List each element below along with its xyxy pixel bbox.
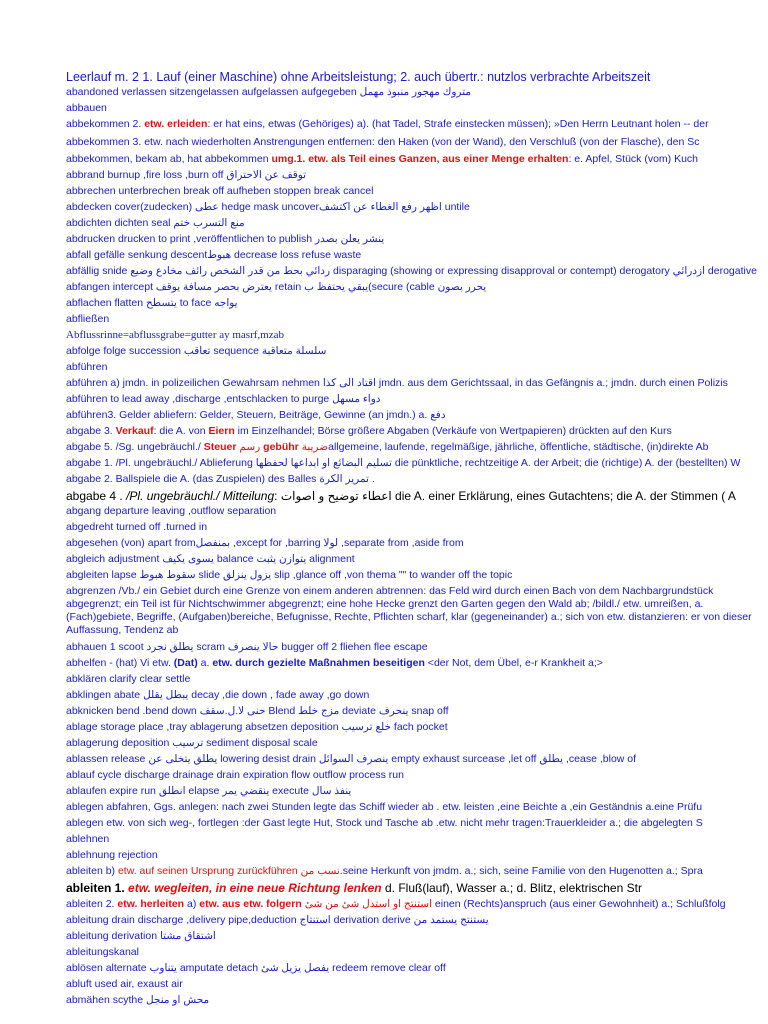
- dictionary-entry: [66, 425, 768, 438]
- dictionary-entry: [66, 737, 768, 750]
- entry-text-segment: : er hat eins, etwas (Gehöriges) a). (hat Tadel, Strafe einstecken müssen); »Den Herrn Leutnant holen -- der: [207, 118, 709, 130]
- dictionary-entry: [66, 833, 768, 846]
- dictionary-entry: [66, 946, 768, 959]
- entry-text-segment: abknicken bend .bend down حنى لا.ل.سقف Blend مزج خلط deviate ينحرف snap off: [66, 705, 449, 717]
- entry-text-segment: etw. durch gezielte Maßnahmen beseitigen: [212, 657, 425, 669]
- dictionary-entry: [66, 217, 768, 230]
- entry-text-segment: : die A. von: [153, 425, 209, 437]
- entry-text-segment: Abflussrinne=abflussgrabe=gutter ay masrf,mzab: [66, 329, 284, 341]
- entry-text-segment: ablehnen: [66, 833, 110, 845]
- entry-text-segment: einen (Rechts)anspruch (aus einer Gewohnheit) a.; Schlußfolg: [434, 898, 726, 910]
- entry-text-segment: ableitung drain discharge ,delivery pipe,deduction استنتاج derivation derive يستنتج يستمد من: [66, 914, 489, 926]
- entry-text-segment: ablage storage place ,tray ablagerung absetzen deposition خلع ترسيب fach pocket: [66, 721, 448, 733]
- dictionary-entry: [66, 585, 768, 637]
- entry-text-segment: im Einzelhandel; Börse größere Abgaben (Verkäufe von Wertpapieren) drückten auf den Kurs: [234, 425, 672, 437]
- dictionary-entry: [66, 86, 768, 99]
- dictionary-entry: [66, 136, 768, 149]
- entry-text-segment: ablassen release يطلق يتخلى عن lowering desist drain ينصرف السوائل empty exhaust surcease ,let off يطلق ,cease ,blow of: [66, 753, 637, 765]
- dictionary-entry: [66, 473, 768, 486]
- entry-text-segment: نسب من: [297, 865, 340, 877]
- entry-text-segment: abklären clarify clear settle: [66, 673, 191, 685]
- document-heading: [66, 70, 768, 85]
- entry-text-segment: etw. wegleiten, in eine neue Richtung lenken: [128, 881, 382, 895]
- entry-text-segment: abhelfen - (hat) Vi etw.: [66, 657, 174, 669]
- dictionary-entry: [66, 102, 768, 115]
- entry-text-segment: abbrand burnup ,fire loss ,burn off توقف عن الاحتراق: [66, 169, 307, 181]
- entry-text-segment: رسم: [236, 441, 264, 453]
- dictionary-entry: [66, 849, 768, 862]
- entry-text-segment: abfällig snide ردائي بحط من قدر الشخص رائف مخادع وضيع disparaging (showing or expressing disapproval or contempt) derogatory ازدرائي derogative: [66, 265, 757, 277]
- entry-text-segment: abgesehen (von) apart fromبمنفصل ,except for ,barring لولا ,separate from ,aside from: [66, 537, 464, 549]
- entry-text-segment: d. Fluß(lauf), Wasser a.; d. Blitz, elektrischen Str: [381, 881, 642, 895]
- dictionary-entry: [66, 185, 768, 198]
- entry-text-segment: abfolge folge succession تعاقب sequence سلسلة متعاقبة: [66, 345, 327, 357]
- dictionary-entry: [66, 265, 768, 278]
- entry-text-segment: ableitung derivation اشتقاق مشتا: [66, 930, 216, 942]
- dictionary-entry: [66, 817, 768, 830]
- dictionary-entry: [66, 641, 768, 654]
- entry-text-segment: abführen a) jmdn. in polizeilichen Gewahrsam nehmen اقتاد الى كذا jmdn. aus dem Gerichtssaal, in das Gefängnis a.; jmdn. durch einen Polizis: [66, 377, 728, 389]
- dictionary-entry: [66, 978, 768, 991]
- dictionary-entry: [66, 930, 768, 943]
- dictionary-entry: [66, 233, 768, 246]
- dictionary-entry: [66, 201, 768, 214]
- entry-text-segment: abfall gefälle senkung descentهبوط decrease loss refuse waste: [66, 249, 362, 261]
- entry-text-segment: abgrenzen /Vb./ ein Gebiet durch eine Grenze von einem anderen abtrennen: das Feld wird durch einen Bach von dem Nachbargrundstück abgegrenzt; ein Teil ist für Nichtschwimmer abgegrenzt; eine hohe Hecke grenzt den Garten gegen den Wald ab; /bildl./ etw. umreißen, a. (Fach)gebiete, Begriffe, (Aufgaben)bereiche, Befugnisse, Rechte, Pflichten scharf, klar (gegeneinander) a.; sich von etw. distanzieren: er von dieser Auffassung, Tendenz ab: [66, 585, 752, 636]
- entry-text-segment: abführen: [66, 361, 108, 373]
- entry-text-segment: /Pl. ungebräuchl./ Mitteilung: [126, 489, 275, 503]
- entry-text-segment: ضريبة: [298, 441, 329, 453]
- dictionary-entry: [66, 329, 768, 342]
- entry-text-segment: abfangen intercept يعترض بحصر مسافة يوقف retain يبقي يحتفظ ب(secure (cable يحرر بصون: [66, 281, 487, 293]
- entry-text-segment: ableitungskanal: [66, 946, 139, 958]
- dictionary-entry: [66, 865, 768, 878]
- dictionary-entry: [66, 801, 768, 814]
- dictionary-entry: [66, 914, 768, 927]
- dictionary-entry: [66, 313, 768, 326]
- entry-text-segment: abgabe 1. /Pl. ungebräuchl./ Ablieferung تسليم البضائع او ابداعها لحفظها die pünktliche, rechtzeitige A. der Arbeit; die (richtige) A. der (bestellten) W: [66, 457, 741, 469]
- entry-text-segment: allgemeine, laufende, regelmäßige, jährliche, öffentliche, städtische, (in)direkte Ab: [328, 441, 709, 453]
- dictionary-entry: [66, 569, 768, 582]
- dictionary-entry: [66, 345, 768, 358]
- entry-text-segment: etw. herleiten: [117, 898, 185, 910]
- entry-text-segment: gebühr: [263, 441, 299, 453]
- dictionary-entry: [66, 721, 768, 734]
- entry-text-segment: (Dat): [173, 657, 198, 669]
- entry-text-segment: abführen to lead away ,discharge ,entschlacken to purge دواء مسهل: [66, 393, 381, 405]
- entry-text-segment: استنتج او استدل شئ من شئ: [301, 898, 435, 910]
- entry-text-segment: ablaufen expire run انطلق elapse ينقضي يمر execute ينفذ سال: [66, 785, 352, 797]
- dictionary-entry: [66, 361, 768, 374]
- entry-text-segment: ablegen abfahren, Ggs. anlegen: nach zwei Stunden legte das Schiff wieder ab . etw. leisten ,eine Beichte a ,ein Geständnis a.eine Prüfu: [66, 801, 703, 813]
- entry-text-segment: ableiten b): [66, 865, 118, 877]
- entry-text-segment: abflachen flatten يتسطح to face يواجه: [66, 297, 238, 309]
- entry-text-segment: abgleich adjustment يسوى يكيف balance يتوازن يثبت alignment: [66, 553, 355, 565]
- entry-text-segment: abfließen: [66, 313, 110, 325]
- dictionary-entry: [66, 898, 768, 911]
- dictionary-entry: [66, 994, 768, 1007]
- dictionary-entry: [66, 657, 768, 670]
- dictionary-entry: [66, 753, 768, 766]
- entry-text-segment: abdichten dichten seal منع التسرب ختم: [66, 217, 245, 229]
- entry-text-segment: Verkauf: [115, 425, 154, 437]
- entry-text-segment: abdrucken drucken to print ,veröffentlichen to publish ينشر يعلن بصدر: [66, 233, 385, 245]
- dictionary-entry: [66, 785, 768, 798]
- entry-text-segment: abgabe 2. Ballspiele die A. (das Zuspielen) des Balles تمرير الكرة .: [66, 473, 375, 485]
- dictionary-entry: [66, 489, 768, 503]
- entry-text-segment: <der Not, dem Übel, e-r Krankheit a;>: [424, 657, 603, 669]
- dictionary-entry: [66, 962, 768, 975]
- dictionary-entry: [66, 689, 768, 702]
- entry-text-segment: abführen3. Gelder abliefern: Gelder, Steuern, Beiträge, Gewinne (an jmdn.) a. دفع: [66, 409, 446, 421]
- entry-text-segment: abbekommen 2.: [66, 118, 145, 130]
- dictionary-entry: [66, 881, 768, 895]
- entry-text-segment: ablösen alternate يتناوب amputate detach يفصل يزيل شئ redeem remove clear off: [66, 962, 446, 974]
- dictionary-entry: [66, 769, 768, 782]
- entry-text-segment: : اعطاء توضيح و اصوات die A. einer Erklärung, eines Gutachtens; die A. der Stimmen ( A: [274, 489, 736, 503]
- entry-text-segment: : e. Apfel, Stück (vom) Kuch: [568, 153, 699, 165]
- entry-text-segment: abhauen 1 scoot يطلق نجرد scram حالا ينصرف bugger off 2 fliehen flee escape: [66, 641, 428, 653]
- entry-text-segment: etw. auf seinen Ursprung zurückführen: [117, 865, 298, 877]
- dictionary-entry: [66, 153, 768, 166]
- entry-text-segment: a): [184, 898, 200, 910]
- dictionary-entry: [66, 521, 768, 534]
- dictionary-entry: [66, 297, 768, 310]
- entry-text-segment: abbauen: [66, 102, 107, 114]
- dictionary-entry: [66, 393, 768, 406]
- entry-text-segment: abgleiten lapse سقوط هبوط slide يزول ينزلق slip ,glance off ,von thema "" to wander off the topic: [66, 569, 513, 581]
- entry-text-segment: abbekommen 3. etw. nach wiederholten Anstrengungen entfernen: den Haken (von der Wand), den Verschluß (von der Flasche), den Sc: [66, 136, 700, 148]
- dictionary-entry: [66, 249, 768, 262]
- entry-text-segment: .seine Herkunft von jmdm. a.; sich, seine Familie von den Hugenotten a.; Spra: [339, 865, 703, 877]
- dictionary-entry: [66, 377, 768, 390]
- entry-text-segment: abluft used air, exaust air: [66, 978, 183, 990]
- dictionary-entry: [66, 441, 768, 454]
- dictionary-entry: [66, 118, 768, 131]
- entry-text-segment: etw. erleiden: [144, 118, 208, 130]
- entry-text-segment: Leerlauf m. 2 1. Lauf (einer Maschine) ohne Arbeitsleistung; 2. auch übertr.: nutzlos verbrachte Arbeitszeit: [66, 70, 651, 84]
- entry-text-segment: abgedreht turned off .turned in: [66, 521, 208, 533]
- entry-text-segment: ablauf cycle discharge drainage drain expiration flow outflow process run: [66, 769, 404, 781]
- entry-text-segment: ablegen etw. von sich weg-, fortlegen :der Gast legte Hut, Stock und Tasche ab .etw. nicht mehr tragen:Trauerkleider a.; die abgelegten S: [66, 817, 703, 829]
- entry-text-segment: abgabe 3.: [66, 425, 116, 437]
- entry-text-segment: abklingen abate يبطل يقلل decay ,die down , fade away ,go down: [66, 689, 370, 701]
- entry-text-segment: a.: [197, 657, 213, 669]
- dictionary-entry: [66, 281, 768, 294]
- entry-text-segment: Eiern: [208, 425, 235, 437]
- dictionary-entry: [66, 505, 768, 518]
- dictionary-entry: [66, 409, 768, 422]
- dictionary-entry: [66, 457, 768, 470]
- entry-text-segment: abgabe 5. /Sg. ungebräuchl./: [66, 441, 204, 453]
- dictionary-entry: [66, 553, 768, 566]
- dictionary-entry: [66, 537, 768, 550]
- dictionary-entry: [66, 673, 768, 686]
- entry-text-segment: abdecken cover(zudecken) عطى hedge mask uncoverاظهر رفع الغطاء عن اكتشف untile: [66, 201, 470, 213]
- entry-text-segment: abgabe 4 .: [66, 489, 127, 503]
- entry-text-segment: abgang departure leaving ,outflow separation: [66, 505, 277, 517]
- entry-text-segment: abbrechen unterbrechen break off aufheben stoppen break cancel: [66, 185, 374, 197]
- entry-text-segment: Steuer: [203, 441, 237, 453]
- entry-text-segment: ablehnung rejection: [66, 849, 158, 861]
- entry-text-segment: ableiten 1.: [66, 881, 129, 895]
- dictionary-entry: [66, 705, 768, 718]
- entry-text-segment: umg.1. etw. als Teil eines Ganzen, aus einer Menge erhalten: [271, 153, 569, 165]
- dictionary-entry: [66, 169, 768, 182]
- entry-text-segment: abmähen scythe محش او منجل: [66, 994, 210, 1006]
- entry-text-segment: ablagerung deposition ترسيب sediment disposal scale: [66, 737, 318, 749]
- entry-text-segment: abbekommen, bekam ab, hat abbekommen: [66, 153, 272, 165]
- entry-text-segment: abandoned verlassen sitzengelassen aufgelassen aufgegeben متروك مهجور منبوذ مهمل: [66, 86, 472, 98]
- entry-text-segment: ableiten 2.: [66, 898, 118, 910]
- entry-text-segment: etw. aus etw. folgern: [199, 898, 302, 910]
